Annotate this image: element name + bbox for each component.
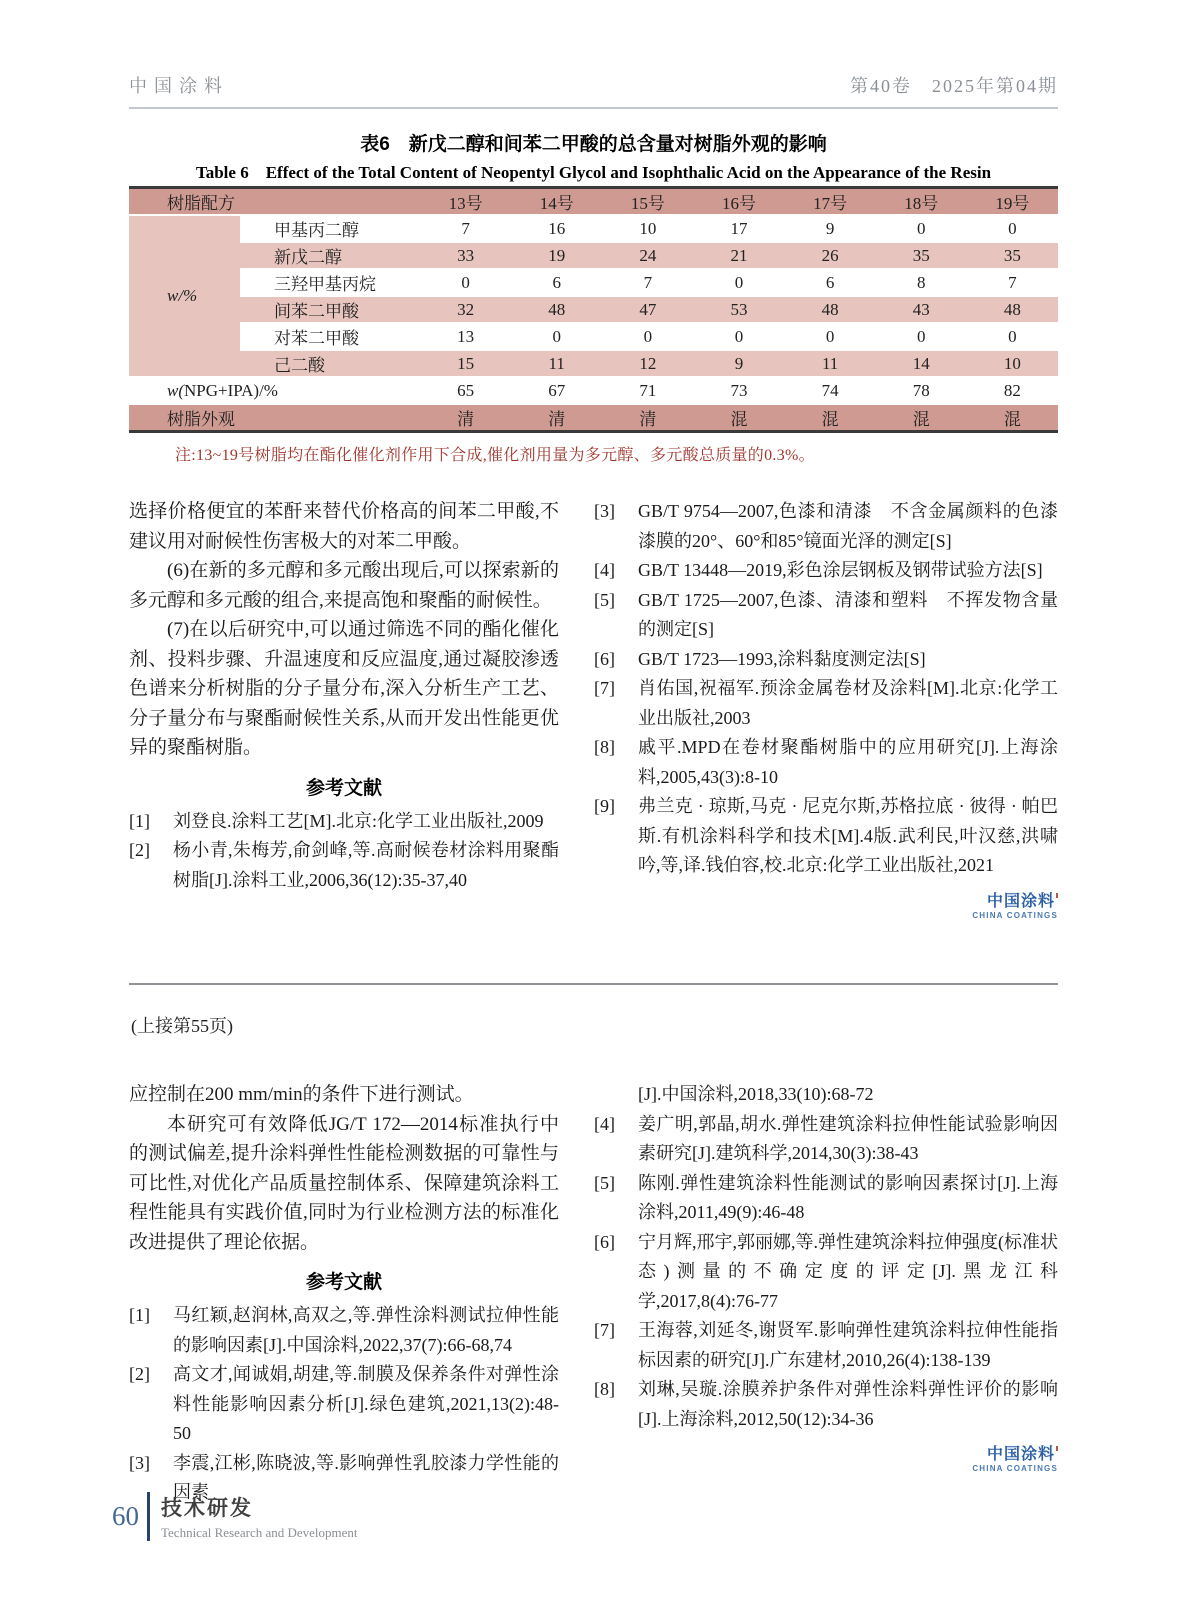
reference-text: GB/T 13448—2019,彩色涂层钢板及钢带试验方法[S] [638,560,1043,580]
resin-formula-table [129,186,1058,433]
logo-tick-mark-2 [1056,1446,1058,1451]
table-cell: 78 [876,377,967,404]
table-col-header: 17号 [785,188,876,216]
table-cell: 0 [602,323,693,350]
table-col-header: 15号 [602,188,693,216]
table-title-zh: 表6 新戊二醇和间苯二甲酸的总含量对树脂外观的影响 [360,134,827,155]
table-cell: 12 [602,350,693,377]
article2-references-left [129,1301,559,1508]
reference-text: 肖佑国,祝福军.预涂金属卷材及涂料[M].北京:化学工业出版社,2003 [638,678,1058,728]
reference-text: 王海蓉,刘延冬,谢贤军.影响弹性建筑涂料拉伸性能指标因素的研究[J].广东建材,2010,26(4):138-139 [638,1320,1058,1370]
logo-en-text-2: CHINA COATINGS [972,1464,1058,1474]
volume-issue: 第40卷 2025年第04期 [850,76,1058,96]
article2-left-column [129,1080,559,1508]
logo-en-text: CHINA COATINGS [972,910,1058,920]
table-title-en: Table 6 Effect of the Total Content of Neopentyl Glycol and Isophthalic Acid on the Appearance of the Resin [195,163,992,182]
table-cell: 11 [785,350,876,377]
table-cell: 0 [967,215,1058,242]
logo-tick-mark [1056,893,1058,898]
reference-item [594,733,1058,792]
table-cell: 13 [420,323,511,350]
reference-text: [J].中国涂料,2018,33(10):68-72 [638,1084,874,1104]
reference-number: [3] [594,501,615,521]
table-cell: 9 [693,350,784,377]
table-cell: 0 [693,323,784,350]
table-row-label [129,404,420,432]
reference-item [594,1316,1058,1375]
table-col-header: 19号 [967,188,1058,216]
table-row-label: 甲基丙二醇 [240,215,420,242]
logo-zh-text-2: 中国涂料 [986,1446,1055,1463]
table-cell: 0 [693,269,784,296]
table-row-label: 间苯二甲酸 [240,296,420,323]
article1-columns [129,497,1058,920]
reference-item [129,1301,559,1360]
reference-text: GB/T 9754—2007,色漆和清漆 不含金属颜料的色漆漆膜的20°、60°和85°镜面光泽的测定[S] [638,501,1058,551]
article-divider [129,983,1058,985]
table-cell: 24 [602,242,693,269]
reference-text: 刘登良.涂料工艺[M].北京:化学工业出版社,2009 [173,810,544,831]
reference-number: [1] [129,1305,150,1325]
table-row-label: 新戊二醇 [240,242,420,269]
table-cell: 19 [511,242,602,269]
group-label-text: w/% [167,286,198,305]
reference-item [594,497,1058,556]
table-cell: 48 [967,296,1058,323]
paragraph: (6)在新的多元醇和多元酸出现后,可以探索新的多元醇和多元酸的组合,来提高饱和聚酯的耐候性。 [129,560,559,611]
table-cell: 清 [511,404,602,432]
reference-text: 戚平.MPD在卷材聚酯树脂中的应用研究[J].上海涂料,2005,43(3):8-10 [638,737,1058,787]
table-row [129,296,1058,323]
table-cell: 10 [602,215,693,242]
reference-text: 马红颖,赵润林,高双之,等.弹性涂料测试拉伸性能的影响因素[J].中国涂料,2022,37(7):66-68,74 [173,1305,559,1355]
table-cell: 0 [876,323,967,350]
table-cell: 0 [785,323,876,350]
reference-item [129,836,559,895]
resin-table-body [129,188,1058,432]
table-cell: 43 [876,296,967,323]
reference-number: [9] [594,796,615,816]
table-row [129,269,1058,296]
table-cell: 53 [693,296,784,323]
table-group-label [129,215,240,377]
table-cell: 11 [511,350,602,377]
article1-references-heading: 参考文献 [305,777,382,799]
table-cell: 9 [785,215,876,242]
reference-number: [2] [129,1364,150,1384]
reference-item [594,1169,1058,1228]
china-coatings-logo-2 [594,1446,1058,1474]
table-cell: 65 [420,377,511,404]
reference-number: [6] [594,1231,615,1252]
reference-item [594,792,1058,881]
reference-item [129,1360,559,1449]
table-cell: 清 [602,404,693,432]
table-cell: 32 [420,296,511,323]
table-footnote: 注:13~19号树脂均在酯化催化剂作用下合成,催化剂用量为多元醇、多元酸总质量的0.3%。 [175,447,815,464]
table-cell: 17 [693,215,784,242]
continued-from-note: (上接第55页) [131,1016,233,1036]
reference-number: [7] [594,1320,615,1340]
table-row [129,323,1058,350]
table-cell: 14 [876,350,967,377]
reference-text: 陈刚.弹性建筑涂料性能测试的影响因素探讨[J].上海涂料,2011,49(9):46-48 [638,1172,1058,1222]
article2-columns [129,1080,1058,1508]
reference-number: [1] [129,810,150,831]
table-cell: 混 [876,404,967,432]
reference-item [594,1375,1058,1434]
reference-number: [8] [594,737,615,757]
article1-paragraphs [129,497,559,763]
china-coatings-logo [594,893,1058,921]
table-cell: 67 [511,377,602,404]
reference-item [594,586,1058,645]
reference-number: [8] [594,1379,615,1399]
reference-item [594,645,1058,675]
table-cell: 33 [420,242,511,269]
article2-references-right [594,1080,1058,1434]
row-label-text: 树脂外观 [167,410,235,429]
footer-section-zh: 技术研发 [161,1497,253,1520]
table-cell: 清 [420,404,511,432]
page-number: 60 [112,1501,139,1531]
table-col-header: 18号 [876,188,967,216]
reference-text: GB/T 1725—2007,色漆、清漆和塑料 不挥发物含量的测定[S] [638,589,1058,639]
table-cell: 21 [693,242,784,269]
footer-section-en: Technical Research and Development [161,1525,358,1540]
table-cell: 15 [420,350,511,377]
table-corner-label: 树脂配方 [129,188,420,216]
reference-text: GB/T 1723—1993,涂料黏度测定法[S] [638,648,926,669]
table-cell: 74 [785,377,876,404]
table-col-header: 14号 [511,188,602,216]
reference-item [129,807,559,837]
reference-text: 高文才,闻诚娟,胡建,等.制膜及保养条件对弹性涂料性能影响因素分析[J].绿色建筑,2021,13(2):48-50 [173,1364,559,1443]
table-cell: 0 [511,323,602,350]
table-cell: 82 [967,377,1058,404]
article2-paragraphs [129,1080,559,1257]
table-cell: 7 [602,269,693,296]
table-cell: 71 [602,377,693,404]
table-cell: 7 [967,269,1058,296]
reference-item [594,1110,1058,1169]
table-cell: 0 [420,269,511,296]
table-cell: 混 [967,404,1058,432]
paragraph: 应控制在200 mm/min的条件下进行测试。 [129,1084,474,1105]
table-cell: 10 [967,350,1058,377]
table-cell: 0 [967,323,1058,350]
reference-number: [6] [594,648,615,669]
running-head [129,72,1058,109]
reference-number: [5] [594,589,615,610]
footer-divider-bar [147,1492,150,1541]
table-row-label: 三羟甲基丙烷 [240,269,420,296]
reference-text: 姜广明,郭晶,胡水.弹性建筑涂料拉伸性能试验影响因素研究[J].建筑科学,2014,30(3):38-43 [638,1113,1058,1163]
page-footer [112,1492,358,1541]
reference-number: [2] [129,840,150,860]
reference-number: [4] [594,1113,615,1134]
reference-text: 弗兰克 · 琼斯,马克 · 尼克尔斯,苏格拉底 · 彼得 · 帕巴斯.有机涂料科学和技术[M].4版.武利民,叶汉慈,洪啸吟,等,译.钱伯容,校.北京:化学工业出版社,2021 [638,796,1058,875]
reference-item [594,1080,1058,1110]
table-cell: 47 [602,296,693,323]
reference-number: [5] [594,1172,615,1193]
paragraph: 本研究可有效降低JG/T 172—2014标准执行中的测试偏差,提升涂料弹性性能检测数据的可靠性与可比性,对优化产品质量控制体系、保障建筑涂料工程性能具有实践价值,同时为行业检测方法的标准化改进提供了理论依据。 [129,1113,559,1253]
table-row-label: 对苯二甲酸 [240,323,420,350]
table-row [129,350,1058,377]
journal-name: 中国涂料 [129,76,229,96]
reference-number: [4] [594,560,615,580]
table-cell: 6 [785,269,876,296]
table-cell: 73 [693,377,784,404]
reference-item [594,674,1058,733]
table-row-label [129,377,420,404]
table-cell: 混 [785,404,876,432]
article1-right-column [594,497,1058,920]
table-col-header: 16号 [693,188,784,216]
table-cell: 16 [511,215,602,242]
article2-references-heading: 参考文献 [305,1272,382,1293]
logo-zh-text: 中国涂料 [986,892,1055,910]
reference-text: 宁月辉,邢宇,郭丽娜,等.弹性建筑涂料拉伸强度(标准状态)测量的不确定度的评定[J].黑龙江科学,2017,8(4):76-77 [638,1231,1058,1311]
article2-right-column [594,1080,1058,1508]
table-cell: 6 [511,269,602,296]
table-cell: 8 [876,269,967,296]
reference-item [594,1228,1058,1317]
table-cell: 35 [967,242,1058,269]
paragraph: 选择价格便宜的苯酐来替代价格高的间苯二甲酸,不建议用对耐候性伤害极大的对苯二甲酸。 [129,501,559,552]
table-row [129,242,1058,269]
table-row [129,215,1058,242]
reference-number: [7] [594,678,615,698]
footer-section [161,1492,358,1541]
table-row-label: 己二酸 [240,350,420,377]
article1-references-right [594,497,1058,881]
reference-item [594,556,1058,586]
reference-text: 刘琳,吴璇.涂膜养护条件对弹性涂料弹性评价的影响[J].上海涂料,2012,50(12):34-36 [638,1379,1058,1429]
article1-references-left [129,807,559,896]
table-cell: 35 [876,242,967,269]
table-row [129,404,1058,432]
reference-number: [3] [129,1452,150,1473]
table-cell: 26 [785,242,876,269]
reference-text: 杨小青,朱梅芳,俞剑峰,等.高耐候卷材涂料用聚酯树脂[J].涂料工业,2006,36(12):35-37,40 [173,840,559,890]
table-cell: 7 [420,215,511,242]
table-cell: 48 [511,296,602,323]
table-cell: 0 [876,215,967,242]
table-cell: 48 [785,296,876,323]
paragraph: (7)在以后研究中,可以通过筛选不同的酯化催化剂、投料步骤、升温速度和反应温度,通过凝胶渗透色谱来分析树脂的分子量分布,深入分析生产工艺、分子量分布与聚酯耐候性关系,从而开发出性能更优异的聚酯树脂。 [129,619,559,758]
article1-left-column [129,497,559,920]
reference-text: 李震,江彬,陈晓波,等.影响弹性乳胶漆力学性能的因素 [173,1452,559,1502]
table-row [129,377,1058,404]
table-cell: 混 [693,404,784,432]
table-col-header: 13号 [420,188,511,216]
row-label-text: w(NPG+IPA)/% [167,380,278,400]
